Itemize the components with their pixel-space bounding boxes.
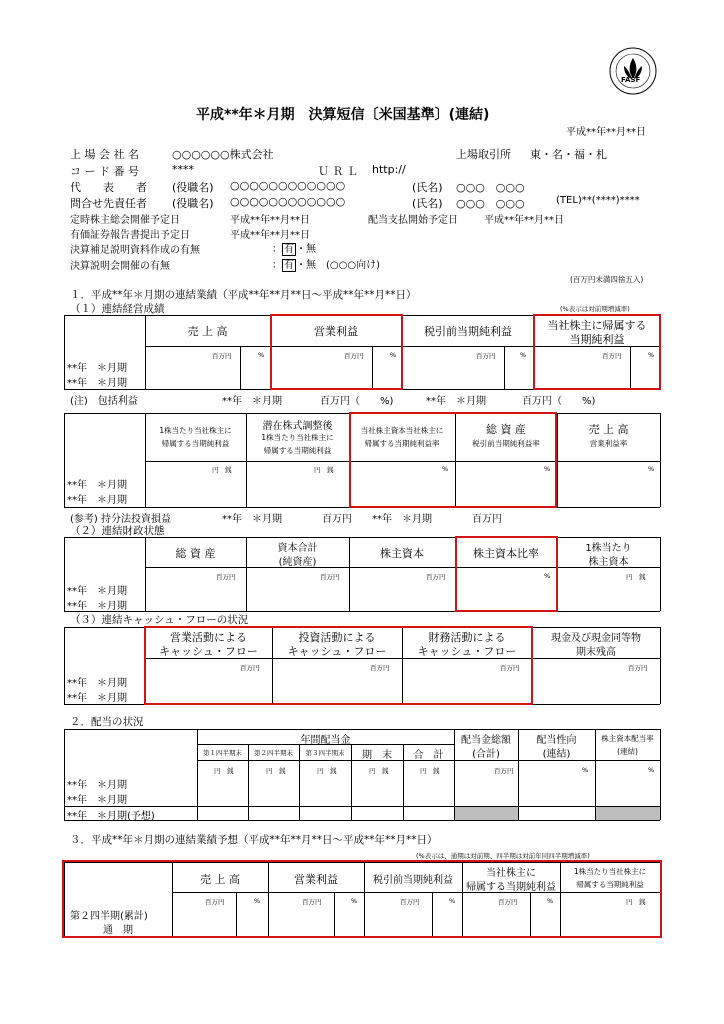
company-value: ○○○○○○株式会社 bbox=[172, 148, 274, 161]
contact-role: (役職名) bbox=[172, 197, 214, 210]
sec2-title: ２．配当の状況 bbox=[70, 716, 144, 728]
t3-h2-b: (純資産) bbox=[278, 557, 317, 568]
rep-name-label: (氏名) bbox=[412, 181, 443, 194]
t6-row1: 第２四半期(累計) bbox=[70, 911, 148, 922]
t6-unit-p1: % bbox=[254, 897, 261, 905]
sec1-sub1: （１）連結経営成績 bbox=[70, 303, 165, 315]
t4-h4-a: 現金及び現金同等物 bbox=[551, 633, 641, 644]
t5-h-ratio-b: (連結) bbox=[617, 747, 638, 756]
sec1-sub2: （２）連結財政状態 bbox=[70, 525, 165, 537]
t2-h2-a: 潜在株式調整後 bbox=[262, 421, 333, 432]
t1-h-op: 営業利益 bbox=[314, 325, 358, 338]
t2-h1-b: 帰属する当期純利益 bbox=[161, 439, 230, 448]
t5-h-annual: 年間配当金 bbox=[300, 735, 351, 746]
t6-unit-m1: 百万円 bbox=[205, 898, 225, 906]
t5-unit-y3: 円 銭 bbox=[317, 767, 337, 775]
t6-unit-m4: 百万円 bbox=[498, 898, 518, 906]
t3-unit-m1: 百万円 bbox=[216, 573, 236, 581]
t6-h-eps-a: 1株当たり当社株主に bbox=[573, 867, 647, 876]
t5-h-amount-b: (合計) bbox=[472, 749, 500, 760]
t2-row1: **年 ＊月期 bbox=[67, 480, 127, 491]
t6-h-eps-b: 帰属する当期純利益 bbox=[576, 880, 644, 889]
highlight-t4-cash-flows bbox=[144, 626, 533, 705]
comp-note-a: **年 ＊月期 bbox=[222, 396, 282, 407]
contact-name-label: (氏名) bbox=[412, 197, 443, 210]
t1-h-net2: 当期純利益 bbox=[569, 333, 625, 346]
t1-row1: **年 ＊月期 bbox=[67, 363, 127, 374]
t4-h4-b: 期末残高 bbox=[576, 647, 616, 658]
t3-row2: **年 ＊月期 bbox=[67, 601, 127, 612]
t2-unit-y2: 円 銭 bbox=[314, 466, 334, 474]
t5-unit-y2: 円 銭 bbox=[266, 767, 286, 775]
t5-unit-y4: 円 銭 bbox=[369, 767, 389, 775]
t4-unit-m4: 百万円 bbox=[628, 664, 648, 672]
t4-unit-m1: 百万円 bbox=[240, 664, 260, 672]
contact-role-value: ○○○○○○○○○○○○ bbox=[230, 195, 346, 208]
code-label: コ ー ド 番 号 bbox=[70, 165, 139, 178]
url-value: http:// bbox=[372, 163, 406, 176]
t5-h-q3: 第３四半期末 bbox=[305, 749, 345, 757]
brief-value bbox=[272, 256, 380, 271]
contact-label: 問合せ先責任者 bbox=[70, 197, 147, 210]
t4-row1: **年 ＊月期 bbox=[67, 678, 127, 689]
t1-h-net1: 当社株主に帰属する bbox=[547, 319, 647, 332]
sec3-note: (%表示は、通期は対前期、四半期は対前年同四半期増減率) bbox=[416, 852, 590, 860]
contact-name-value: ○○○ ○○○ bbox=[456, 197, 525, 210]
t5-h-payout-a: 配当性向 bbox=[536, 735, 577, 746]
company-label: 上 場 会 社 名 bbox=[70, 148, 139, 161]
supp-value bbox=[272, 240, 316, 255]
t4-unit-m3: 百万円 bbox=[500, 664, 520, 672]
t5-h-q2: 第２四半期末 bbox=[254, 749, 293, 757]
t3-unit-m2: 百万円 bbox=[320, 573, 340, 581]
fasf-logo-icon bbox=[608, 46, 658, 96]
sec1-note1: (%表示は対前期増減率) bbox=[560, 305, 630, 313]
t4-h3-a: 財務活動による bbox=[428, 631, 506, 644]
t5-h-payout-b: (連結) bbox=[542, 749, 571, 760]
t1-unit-m1: 百万円 bbox=[212, 352, 232, 360]
sec1-title: １．平成**年＊月期の連結業績（平成**年**月**日～平成**年**月**日） bbox=[70, 289, 417, 301]
t2-h5-a: 売 上 高 bbox=[588, 423, 629, 436]
report-date: 平成**年**月**日 bbox=[566, 127, 646, 138]
t1-unit-m4: 百万円 bbox=[602, 352, 622, 360]
t3-h3: 株主資本 bbox=[380, 547, 424, 560]
t2-unit-p1: % bbox=[442, 465, 449, 473]
t6-row2: 通 期 bbox=[103, 925, 133, 936]
exchange-value: 東・名・福・札 bbox=[530, 148, 607, 161]
t5-unit-m: 百万円 bbox=[494, 767, 514, 775]
supp-label: 決算補足説明資料作成の有無 bbox=[70, 245, 200, 256]
t2-h3-a: 当社株主資本当社株主に bbox=[360, 426, 444, 435]
highlight-t3-equity-ratio bbox=[455, 536, 558, 612]
t4-h3-b: キャッシュ・フロー bbox=[417, 645, 517, 658]
page-title: 平成**年＊月期 決算短信〔米国基準〕(連結) bbox=[196, 107, 490, 123]
t5-row2: **年 ＊月期 bbox=[67, 795, 127, 806]
t6-unit-m2: 百万円 bbox=[302, 898, 322, 906]
t5-unit-p2: % bbox=[648, 766, 655, 774]
t1-unit-p3: % bbox=[520, 351, 527, 359]
comp-note-c: **年 ＊月期 bbox=[426, 396, 486, 407]
t3-h2-a: 資本合計 bbox=[277, 543, 318, 554]
ref-b: 百万円 bbox=[322, 514, 352, 525]
ref-label: (参考) 持分法投資損益 bbox=[70, 514, 171, 525]
t3-h5-b: 株主資本 bbox=[588, 557, 629, 568]
t2-h2-c: 帰属する当期純利益 bbox=[263, 446, 332, 455]
t4-unit-m2: 百万円 bbox=[370, 664, 390, 672]
t5-h-total: 合 計 bbox=[413, 750, 444, 761]
report-value: 平成**年**月**日 bbox=[230, 230, 310, 241]
t5-h-ratio-a: 株主資本配当率 bbox=[601, 734, 654, 743]
ref-d: 百万円 bbox=[472, 514, 502, 525]
t3-unit-m3: 百万円 bbox=[426, 573, 446, 581]
code-value: **** bbox=[172, 163, 194, 176]
dividend-label: 配当支払開始予定日 bbox=[368, 215, 458, 226]
comp-note-label: (注) 包括利益 bbox=[70, 396, 138, 407]
brief-colon: ： bbox=[272, 260, 282, 271]
t3-row1: **年 ＊月期 bbox=[67, 586, 127, 597]
t5-unit-p1: % bbox=[582, 766, 589, 774]
t1-unit-m3: 百万円 bbox=[476, 352, 496, 360]
dividend-value: 平成**年**月**日 bbox=[484, 215, 564, 226]
t2-h2-b: 1株当たり当社株主に bbox=[261, 433, 334, 442]
t6-h-sales: 売 上 高 bbox=[200, 873, 240, 886]
brief-yes: 有 bbox=[284, 260, 294, 271]
t5-h-q1: 第１四半期末 bbox=[203, 749, 242, 757]
meeting-label: 定時株主総会開催予定日 bbox=[70, 215, 180, 226]
t1-unit-p1: % bbox=[258, 351, 265, 359]
brief-rest: ・無 (○○○向け) bbox=[296, 260, 380, 271]
t6-h-pretax: 税引前当期純利益 bbox=[373, 875, 453, 886]
url-label: Ｕ Ｒ Ｌ bbox=[318, 165, 358, 178]
supp-colon: ： bbox=[272, 244, 282, 255]
t6-unit-p4: % bbox=[547, 897, 554, 905]
t5-h-amount-a: 配当金総額 bbox=[461, 735, 511, 746]
t1-h-pretax: 税引前当期純利益 bbox=[424, 325, 512, 338]
t1-unit-p2: % bbox=[390, 351, 397, 359]
t1-row2: **年 ＊月期 bbox=[67, 378, 127, 389]
t5-unit-y1: 円 銭 bbox=[214, 767, 234, 775]
t6-h-net-b: 帰属する当期純利益 bbox=[466, 882, 556, 893]
fasf-logo-text: FASF bbox=[621, 76, 641, 84]
t6-h-net-a: 当社株主に bbox=[486, 868, 536, 879]
brief-label: 決算説明会開催の有無 bbox=[70, 261, 170, 272]
t2-unit-p2: % bbox=[544, 465, 551, 473]
t3-h4: 株主資本比率 bbox=[473, 547, 539, 560]
supp-rest: ・無 bbox=[296, 244, 316, 255]
sec1-sub3: （３）連結キャッシュ・フローの状況 bbox=[70, 614, 249, 626]
highlight-t1-net bbox=[533, 314, 661, 390]
contact-tel: (TEL)**(****)**** bbox=[556, 195, 640, 206]
t4-h1-b: キャッシュ・フロー bbox=[159, 645, 258, 658]
t6-unit-p3: % bbox=[449, 897, 456, 905]
t3-h5-a: 1株当たり bbox=[585, 543, 632, 554]
rep-role: (役職名) bbox=[172, 181, 214, 194]
highlight-t6-forecast bbox=[62, 860, 662, 938]
t5-unit-y5: 円 銭 bbox=[420, 767, 440, 775]
sec3-title: ３．平成**年＊月期の連結業績予想（平成**年**月**日～平成**年**月**日） bbox=[70, 834, 438, 846]
gray-cell-1 bbox=[454, 806, 518, 820]
rep-role-value: ○○○○○○○○○○○○ bbox=[230, 179, 346, 192]
t4-row2: **年 ＊月期 bbox=[67, 693, 127, 704]
fasf-logo bbox=[608, 46, 658, 96]
t5-h-end: 期 末 bbox=[362, 750, 392, 761]
t6-unit-y: 円 銭 bbox=[626, 898, 646, 906]
ref-c: **年 ＊月期 bbox=[372, 514, 432, 525]
t4-h2-b: キャッシュ・フロー bbox=[287, 645, 387, 658]
t2-row2: **年 ＊月期 bbox=[67, 495, 127, 506]
t6-h-op: 営業利益 bbox=[294, 873, 338, 886]
t1-unit-p4: % bbox=[648, 351, 655, 359]
t4-h2-a: 投資活動による bbox=[298, 631, 376, 644]
t5-row3: **年 ＊月期(予想) bbox=[67, 811, 155, 822]
gray-cell-2 bbox=[595, 806, 660, 820]
t2-h5-b: 営業利益率 bbox=[589, 439, 628, 448]
t3-unit-p: % bbox=[544, 572, 551, 580]
t1-unit-m2: 百万円 bbox=[344, 352, 364, 360]
t6-unit-p2: % bbox=[351, 897, 358, 905]
highlight-t2-roe-roa bbox=[349, 412, 557, 508]
t2-h4-a: 総 資 産 bbox=[486, 423, 526, 436]
rep-label: 代 表 者 bbox=[70, 181, 147, 194]
t5-row1: **年 ＊月期 bbox=[67, 780, 127, 791]
comp-note-b: 百万円（ %) bbox=[320, 396, 394, 407]
exchange-label: 上場取引所 bbox=[456, 148, 511, 161]
rep-name-value: ○○○ ○○○ bbox=[456, 181, 525, 194]
t1-h-sales: 売 上 高 bbox=[187, 325, 228, 338]
t3-unit-y: 円 銭 bbox=[626, 573, 646, 581]
supp-yes: 有 bbox=[284, 244, 294, 255]
meeting-value: 平成**年**月**日 bbox=[230, 215, 310, 226]
report-label: 有価証券報告書提出予定日 bbox=[70, 230, 190, 241]
highlight-t1-operating bbox=[270, 314, 403, 390]
comp-note-d: 百万円（ %) bbox=[522, 396, 596, 407]
t4-h1-a: 営業活動による bbox=[170, 631, 247, 644]
ref-a: **年 ＊月期 bbox=[222, 514, 282, 525]
t2-h4-b: 税引前当期純利益率 bbox=[472, 439, 540, 448]
t6-unit-m3: 百万円 bbox=[400, 898, 420, 906]
t2-unit-y1: 円 銭 bbox=[212, 466, 232, 474]
t2-unit-p3: % bbox=[648, 465, 655, 473]
t2-h3-b: 帰属する当期純利益率 bbox=[364, 439, 440, 448]
t2-h1-a: 1株当たり当社株主に bbox=[159, 426, 232, 435]
t3-h1: 総 資 産 bbox=[175, 547, 216, 560]
unit-note: (百万円未満四捨五入) bbox=[570, 275, 644, 284]
